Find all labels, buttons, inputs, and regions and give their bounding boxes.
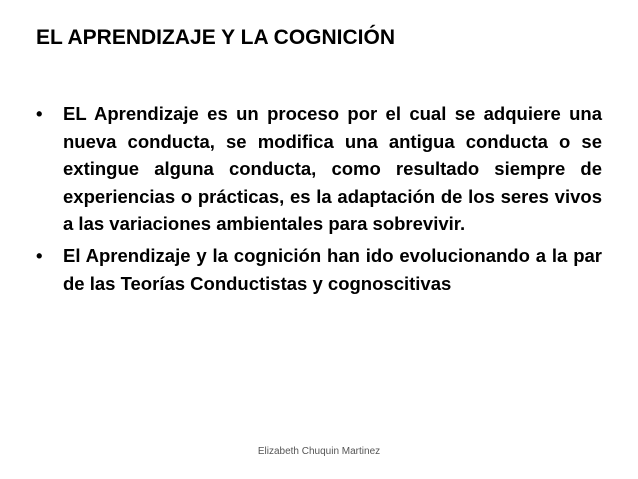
bullet-list	[36, 100, 602, 301]
footer-author: Elizabeth Chuquin Martinez	[257, 446, 381, 457]
bullet-text: El Aprendizaje y la cognición han ido evolucionando a la par de las Teorías Conductistas y cognoscitivas	[63, 244, 602, 294]
slide-title: EL APRENDIZAJE Y LA COGNICIÓN	[36, 26, 395, 49]
bullet-marker: •	[36, 103, 43, 124]
bullet-marker: •	[36, 244, 43, 266]
bullet-item	[36, 242, 602, 297]
bullet-item	[36, 100, 602, 238]
bullet-text: EL Aprendizaje es un proceso por el cual se adquiere una nueva conducta, se modifica una antigua conducta o se extingue alguna conducta, como resultado siempre de experiencias o prácticas, es la adaptación de los seres vivos a las variaciones ambientales para sobrevivir.	[63, 103, 602, 235]
